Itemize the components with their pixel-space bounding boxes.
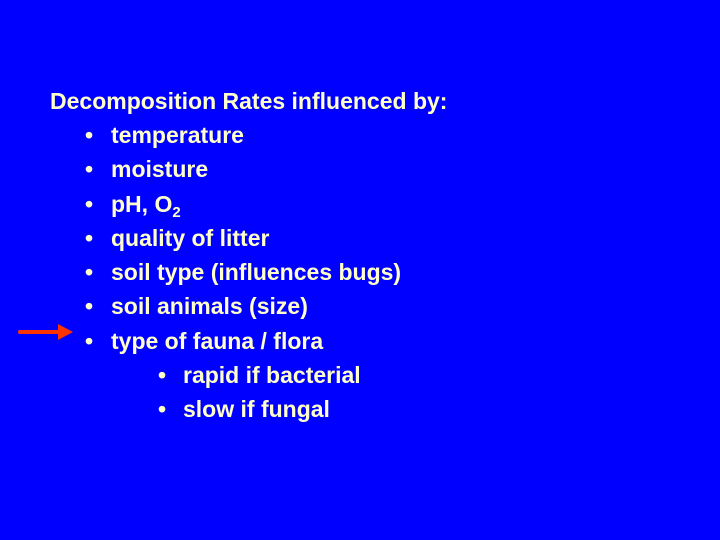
bullet-icon: • bbox=[85, 224, 94, 251]
item-text: temperature bbox=[111, 122, 244, 148]
item-text: quality of litter bbox=[111, 224, 270, 251]
right-arrow-icon bbox=[18, 322, 74, 342]
bullet-icon: • bbox=[158, 362, 167, 389]
bullet-icon: • bbox=[158, 396, 167, 423]
item-text-subscript: 2 bbox=[172, 203, 181, 221]
slide-title: Decomposition Rates influenced by: bbox=[50, 88, 448, 114]
bullet-icon: • bbox=[85, 327, 94, 354]
item-text: type of fauna / flora bbox=[111, 327, 324, 354]
bullet-icon: • bbox=[85, 156, 94, 183]
bullet-icon: • bbox=[85, 190, 94, 217]
bullet-icon: • bbox=[85, 122, 94, 148]
item-text bbox=[111, 187, 181, 221]
sub-item-text: rapid if bacterial bbox=[183, 362, 361, 389]
item-text: soil type (influences bugs) bbox=[111, 259, 402, 286]
sub-item-text: slow if fungal bbox=[183, 396, 330, 423]
item-text: soil animals (size) bbox=[111, 293, 308, 320]
item-text: moisture bbox=[111, 156, 209, 183]
bullet-icon: • bbox=[85, 259, 94, 286]
item-text-main: pH, O bbox=[111, 190, 173, 217]
bullet-icon: • bbox=[85, 293, 94, 320]
